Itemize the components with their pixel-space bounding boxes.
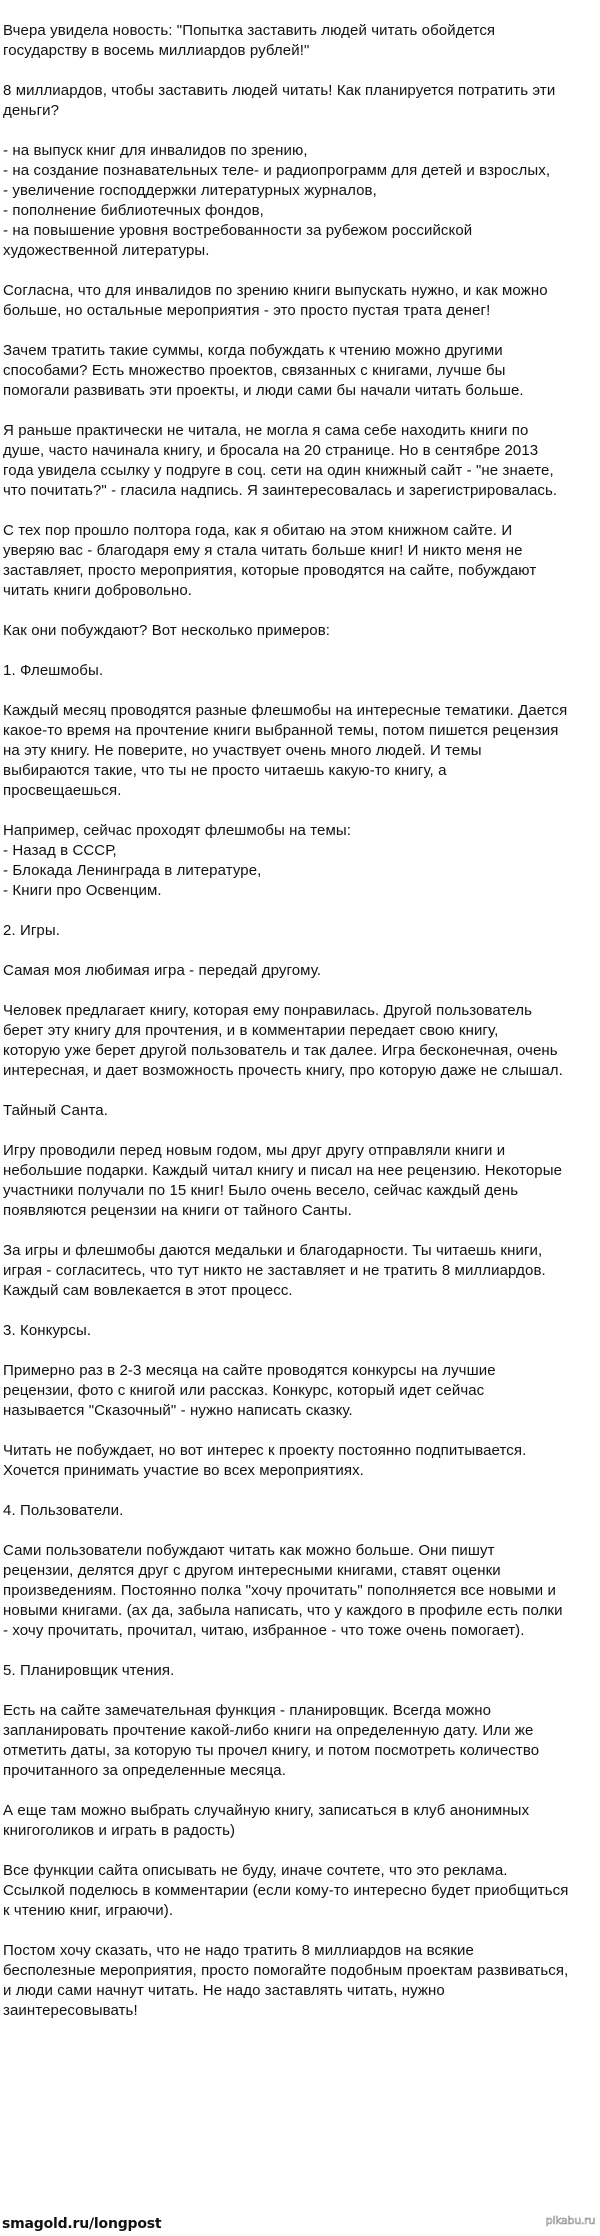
text-line: - хочу прочитать, прочитал, читаю, избранное - что тоже очень помогает). xyxy=(3,1622,525,1639)
text-line: на эту книгу. Не поверите, но участвует очень много людей. И темы xyxy=(3,742,482,759)
list-item: - Блокада Ленинграда в литературе, xyxy=(3,862,262,879)
text-line: какое-то время на прочтение книги выбранной темы, потом пишется рецензия xyxy=(3,722,559,739)
text-line: Есть на сайте замечательная функция - планировщик. Всегда можно xyxy=(3,1702,492,1719)
text-line: просвещаешься. xyxy=(3,782,122,799)
post-paragraph xyxy=(3,81,600,121)
post-paragraph xyxy=(3,421,600,501)
text-line: появляются рецензии на книги от тайного Санты. xyxy=(3,1202,352,1219)
text-line: Например, сейчас проходят флешмобы на темы: xyxy=(3,822,352,839)
text-line: Самая моя любимая игра - передай другому. xyxy=(3,962,322,979)
source-credit: smagold.ru/longpost xyxy=(2,2216,162,2232)
text-line: Я раньше практически не читала, не могла я сама себе находить книги по xyxy=(3,422,529,439)
text-line: Читать не побуждает, но вот интерес к проекту постоянно подпитывается. xyxy=(3,1442,527,1459)
text-line: и люди сами начнут читать. Не надо заставлять читать, нужно xyxy=(3,1982,445,1999)
text-line: деньги? xyxy=(3,102,60,119)
text-line: называется "Сказочный" - нужно написать сказку. xyxy=(3,1402,353,1419)
text-line: рецензии, делятся друг с другом интересными книгами, ставят оценки xyxy=(3,1562,501,1579)
text-line: государству в восемь миллиардов рублей!" xyxy=(3,42,310,59)
post-paragraph xyxy=(3,1801,600,1841)
section-heading-reading-planner xyxy=(3,1661,600,1681)
section-heading-flashmobs xyxy=(3,661,600,681)
text-line: Постом хочу сказать, что не надо тратить 8 миллиардов на всякие xyxy=(3,1942,474,1959)
list-item: - на повышение уровня востребованности за рубежом российской xyxy=(3,222,473,239)
text-line: Вчера увидела новость: "Попытка заставить людей читать обойдется xyxy=(3,22,496,39)
list-item: - Назад в СССР, xyxy=(3,842,117,859)
post-paragraph xyxy=(3,1361,600,1421)
text-line: Как они побуждают? Вот несколько примеров: xyxy=(3,622,331,639)
text-line: играя - согласитесь, что тут никто не заставляет и не тратить 8 миллиардов. xyxy=(3,1262,546,1279)
text-line: которую уже берет другой пользователь и так далее. Игра бесконечная, очень xyxy=(3,1042,558,1059)
text-line: Примерно раз в 2-3 месяца на сайте проводятся конкурсы на лучшие xyxy=(3,1362,496,1379)
text-line: к чтению книг, играючи). xyxy=(3,1902,174,1919)
section-heading-contests xyxy=(3,1321,600,1341)
text-line: произведениям. Постоянно полка "хочу прочитать" пополняется все новыми и xyxy=(3,1582,556,1599)
post-paragraph xyxy=(3,1241,600,1301)
post-paragraph-conclusion xyxy=(3,1941,600,2021)
text-line: читать книги добровольно. xyxy=(3,582,193,599)
text-line: Ссылкой поделюсь в комментарии (если кому-то интересно будет приобщиться xyxy=(3,1882,569,1899)
section-heading: 1. Флешмобы. xyxy=(3,662,104,679)
text-line: Все функции сайта описывать не буду, иначе сочтете, что это реклама. xyxy=(3,1862,508,1879)
text-line: душе, часто начинала книгу, и бросала на 20 странице. Но в сентябре 2013 xyxy=(3,442,539,459)
text-line: 8 миллиардов, чтобы заставить людей читать! Как планируется потратить эти xyxy=(3,82,556,99)
text-line: способами? Есть множество проектов, связанных с книгами, лучше бы xyxy=(3,362,506,379)
section-heading: 2. Игры. xyxy=(3,922,61,939)
list-item: художественной литературы. xyxy=(3,242,210,259)
text-line: берет эту книгу для прочтения, и в комментарии передает свою книгу, xyxy=(3,1022,499,1039)
post-paragraph xyxy=(3,1861,600,1921)
text-line: Игру проводили перед новым годом, мы друг другу отправляли книги и xyxy=(3,1142,506,1159)
text-line: Сами пользователи побуждают читать как можно больше. Они пишут xyxy=(3,1542,495,1559)
text-line: новыми книгами. (ах да, забыла написать, что у каждого в профиле есть полки xyxy=(3,1602,563,1619)
list-item: - Книги про Освенцим. xyxy=(3,882,162,899)
text-line: заставляет, просто мероприятия, которые проводятся на сайте, побуждают xyxy=(3,562,537,579)
post-paragraph xyxy=(3,1441,600,1481)
text-line: С тех пор прошло полтора года, как я обитаю на этом книжном сайте. И xyxy=(3,522,513,539)
text-line: заинтересовывать! xyxy=(3,2002,138,2019)
pikabu-watermark: pikabu.ru xyxy=(545,2214,595,2227)
post-paragraph xyxy=(3,1701,600,1781)
text-line: участники получали по 15 книг! Было очень весело, сейчас каждый день xyxy=(3,1182,519,1199)
text-line: отметить даты, за которую ты прочел книгу, и потом посмотреть количество xyxy=(3,1742,540,1759)
section-heading: Тайный Санта. xyxy=(3,1102,108,1119)
section-heading: 3. Конкурсы. xyxy=(3,1322,92,1339)
spending-list xyxy=(3,141,600,261)
text-line: больше, но остальные мероприятия - это просто пустая трата денег! xyxy=(3,302,491,319)
post-paragraph xyxy=(3,1141,600,1221)
list-item: - пополнение библиотечных фондов, xyxy=(3,202,264,219)
post-paragraph xyxy=(3,341,600,401)
section-heading-games xyxy=(3,921,600,941)
text-line: рецензии, фото с книгой или рассказ. Конкурс, который идет сейчас xyxy=(3,1382,485,1399)
text-line: уверяю вас - благодаря ему я стала читать больше книг! И никто меня не xyxy=(3,542,523,559)
post-paragraph xyxy=(3,621,600,641)
text-line: За игры и флешмобы даются медальки и благодарности. Ты читаешь книги, xyxy=(3,1242,543,1259)
section-heading-users xyxy=(3,1501,600,1521)
post-paragraph-intro xyxy=(3,21,600,61)
text-line: небольшие подарки. Каждый читал книгу и писал на нее рецензию. Некоторые xyxy=(3,1162,563,1179)
text-line: Хочется принимать участие во всех мероприятиях. xyxy=(3,1462,364,1479)
text-line: Зачем тратить такие суммы, когда побуждать к чтению можно другими xyxy=(3,342,503,359)
flashmob-topics-list xyxy=(3,821,600,901)
text-line: запланировать прочтение какой-либо книги на определенную дату. Или же xyxy=(3,1722,534,1739)
post-paragraph xyxy=(3,701,600,801)
post-paragraph xyxy=(3,961,600,981)
list-item: - на создание познавательных теле- и радиопрограмм для детей и взрослых, xyxy=(3,162,551,179)
text-line: помогали развивать эти проекты, и люди сами бы начали читать больше. xyxy=(3,382,524,399)
post-body xyxy=(3,21,600,2041)
text-line: Каждый сам вовлекается в этот процесс. xyxy=(3,1282,293,1299)
list-item: - увеличение господдержки литературных журналов, xyxy=(3,182,377,199)
list-item: - на выпуск книг для инвалидов по зрению, xyxy=(3,142,308,159)
section-heading: 5. Планировщик чтения. xyxy=(3,1662,175,1679)
text-line: Каждый месяц проводятся разные флешмобы на интересные тематики. Дается xyxy=(3,702,568,719)
text-line: бесполезные мероприятия, просто помогайте подобным проектам развиваться, xyxy=(3,1962,569,1979)
text-line: книгоголиков и играть в радость) xyxy=(3,1822,236,1839)
text-line: Согласна, что для инвалидов по зрению книги выпускать нужно, и как можно xyxy=(3,282,548,299)
text-line: прочитанного за определенные месяца. xyxy=(3,1762,287,1779)
text-line: Человек предлагает книгу, которая ему понравилась. Другой пользователь xyxy=(3,1002,533,1019)
post-paragraph xyxy=(3,521,600,601)
text-line: А еще там можно выбрать случайную книгу, записаться в клуб анонимных xyxy=(3,1802,530,1819)
text-line: года увидела ссылку у подруге в соц. сети на один книжный сайт - "не знаете, xyxy=(3,462,554,479)
post-paragraph xyxy=(3,1541,600,1641)
section-heading: 4. Пользователи. xyxy=(3,1502,124,1519)
post-paragraph xyxy=(3,281,600,321)
post-paragraph xyxy=(3,1001,600,1081)
text-line: что почитать?" - гласила надпись. Я заинтересовалась и зарегистрировалась. xyxy=(3,482,558,499)
text-line: интересная, и дает возможность прочесть книгу, про которую даже не слышал. xyxy=(3,1062,563,1079)
text-line: выбираются такие, что ты не просто читаешь какую-то книгу, а xyxy=(3,762,447,779)
subheading-secret-santa xyxy=(3,1101,600,1121)
